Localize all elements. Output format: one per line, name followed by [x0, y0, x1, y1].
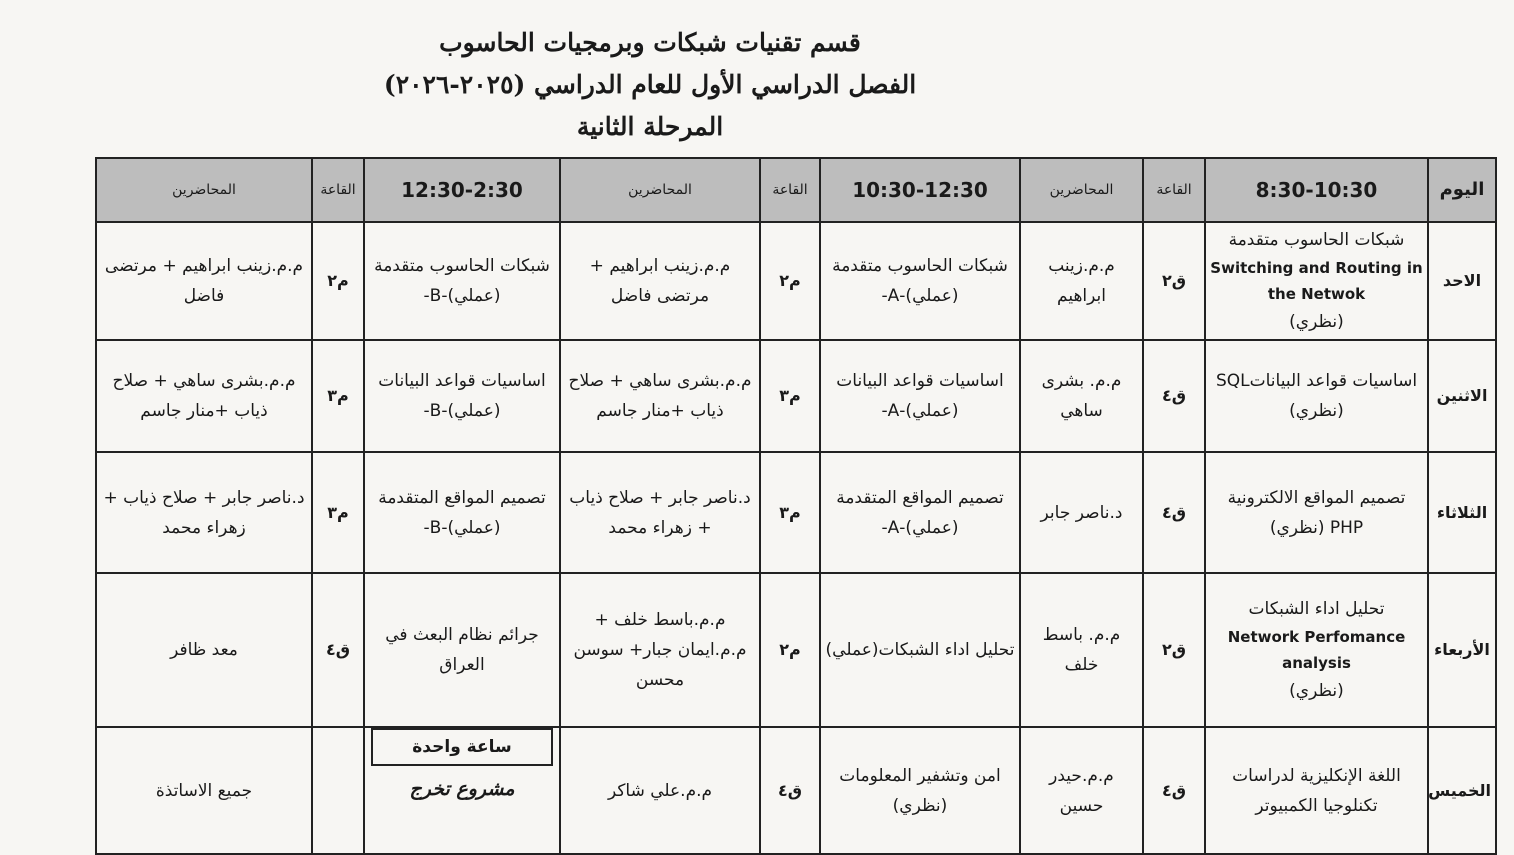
lecturer-cell: م.م.زينب ابراهيم + مرتضى فاضل [560, 222, 760, 340]
graduation-project-cell [364, 727, 560, 854]
lecturer-cell: م.م. بشرى ساهي [1020, 340, 1143, 452]
lecturer-cell: م.م.زينب ابراهيم [1020, 222, 1143, 340]
document-header [0, 22, 1300, 148]
subject-type: (نظري) [1289, 312, 1344, 332]
room-cell: م٢ [312, 222, 364, 340]
room-cell: م٣ [312, 452, 364, 573]
room-cell: م٢ [760, 573, 820, 727]
col-lecturers-1: المحاضرين [1020, 158, 1143, 222]
subject-cell: تصميم المواقع المتقدمة (عملي)-A- [820, 452, 1020, 573]
col-room-2: القاعة [760, 158, 820, 222]
header-row [96, 158, 1496, 222]
room-cell: ق٤ [312, 573, 364, 727]
col-time-1: 8:30-10:30 [1205, 158, 1428, 222]
lecturer-cell: معد ظافر [96, 573, 312, 727]
col-room-3: القاعة [312, 158, 364, 222]
schedule-table [95, 157, 1497, 855]
room-cell [312, 727, 364, 854]
room-cell: ق٤ [1143, 340, 1205, 452]
semester-title: الفصل الدراسي الأول للعام الدراسي (٢٠٢٥-٢٠٢٦) [383, 70, 917, 99]
subject-cell: شبكات الحاسوب متقدمة (عملي)-B- [364, 222, 560, 340]
subject-cell: اساسيات قواعد البياناتSQL (نظري) [1205, 340, 1428, 452]
lecturer-cell: د.ناصر جابر + صلاح ذياب + زهراء محمد [560, 452, 760, 573]
subject-cell: تصميم المواقع المتقدمة (عملي)-B- [364, 452, 560, 573]
subject-cell: شبكات الحاسوب متقدمة (عملي)-A- [820, 222, 1020, 340]
lecturer-cell: م.م.علي شاكر [560, 727, 760, 854]
subject-cell: امن وتشفير المعلومات (نظري) [820, 727, 1020, 854]
col-day: اليوم [1428, 158, 1496, 222]
subject-cell: اساسيات قواعد البيانات (عملي)-A- [820, 340, 1020, 452]
col-time-2: 10:30-12:30 [820, 158, 1020, 222]
lecturer-cell: م.م.باسط خلف + م.م.ايمان جبار+ سوسن محسن [560, 573, 760, 727]
subject-cell: اللغة الإنكليزية لدراسات تكنلوجيا الكمبيوتر [1205, 727, 1428, 854]
col-lecturers-2: المحاضرين [560, 158, 760, 222]
lecturer-cell: د.ناصر جابر [1020, 452, 1143, 573]
room-cell: ق٢ [1143, 573, 1205, 727]
subject-english: Switching and Routing in the Netwok [1210, 259, 1423, 303]
room-cell: م٢ [760, 222, 820, 340]
subject-cell: تحليل اداء الشبكات(عملي) [820, 573, 1020, 727]
col-room-1: القاعة [1143, 158, 1205, 222]
room-cell: ق٢ [1143, 222, 1205, 340]
day-cell: الثلاثاء [1428, 452, 1496, 573]
lecturer-cell: جميع الاساتذة [96, 727, 312, 854]
lecturer-cell: د.ناصر جابر + صلاح ذياب + زهراء محمد [96, 452, 312, 573]
lecturer-cell: م.م.بشرى ساهي + صلاح ذياب +منار جاسم [96, 340, 312, 452]
lecturer-cell: م.م.زينب ابراهيم + مرتضى فاضل [96, 222, 312, 340]
stage-title: المرحلة الثانية [576, 112, 724, 141]
col-lecturers-3: المحاضرين [96, 158, 312, 222]
room-cell: ق٤ [1143, 452, 1205, 573]
room-cell: م٣ [760, 340, 820, 452]
day-cell: الخميس [1428, 727, 1496, 854]
subject-english: Network Perfomance analysis [1227, 628, 1406, 672]
room-cell: م٣ [760, 452, 820, 573]
subject-text: شبكات الحاسوب متقدمة [1228, 230, 1405, 250]
day-cell: الأربعاء [1428, 573, 1496, 727]
one-hour-box: ساعة واحدة [371, 728, 553, 766]
lecturer-cell: م.م.بشرى ساهي + صلاح ذياب +منار جاسم [560, 340, 760, 452]
table-row [96, 452, 1496, 573]
day-cell: الاثنين [1428, 340, 1496, 452]
subject-cell [1205, 573, 1428, 727]
lecturer-cell: م.م. باسط خلف [1020, 573, 1143, 727]
table-row [96, 573, 1496, 727]
subject-cell [1205, 222, 1428, 340]
col-time-3: 12:30-2:30 [364, 158, 560, 222]
graduation-project-text: مشروع تخرج [409, 778, 515, 800]
room-cell: م٣ [312, 340, 364, 452]
table-row [96, 340, 1496, 452]
room-cell: ق٤ [760, 727, 820, 854]
day-cell: الاحد [1428, 222, 1496, 340]
room-cell: ق٤ [1143, 727, 1205, 854]
subject-cell: اساسيات قواعد البيانات (عملي)-B- [364, 340, 560, 452]
subject-text: تحليل اداء الشبكات [1248, 599, 1385, 619]
subject-cell: تصميم المواقع الالكترونية PHP (نظري) [1205, 452, 1428, 573]
table-row [96, 727, 1496, 854]
table-row [96, 222, 1496, 340]
department-title: قسم تقنيات شبكات وبرمجيات الحاسوب [439, 28, 861, 57]
lecturer-cell: م.م.حيدر حسين [1020, 727, 1143, 854]
subject-cell: جرائم نظام البعث في العراق [364, 573, 560, 727]
subject-type: (نظري) [1289, 681, 1344, 701]
